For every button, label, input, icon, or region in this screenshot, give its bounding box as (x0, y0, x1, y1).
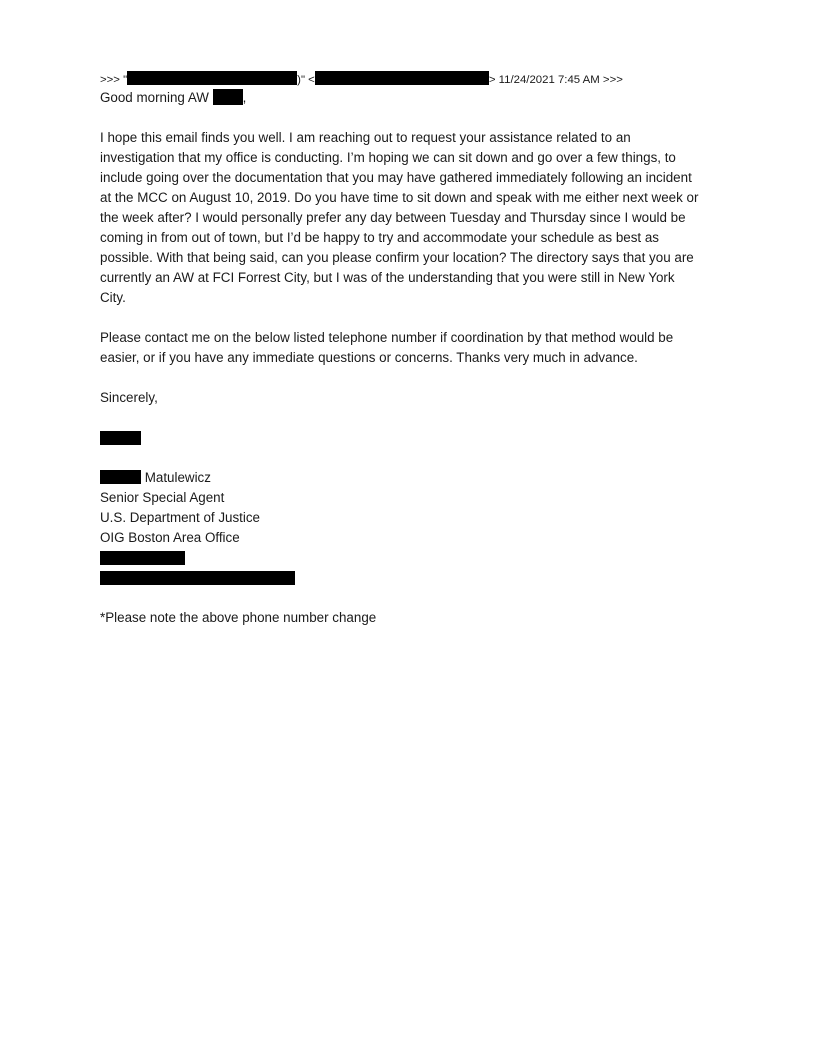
body-line: easier, or if you have any immediate questions or concerns. Thanks very much in advance. (100, 350, 638, 365)
closing: Sincerely, (100, 390, 158, 405)
redacted-email-address (100, 571, 295, 585)
body-line: at the MCC on August 10, 2019. Do you have time to sit down and speak with me either next week or (100, 190, 699, 205)
signature-surname: Matulewicz (141, 470, 211, 485)
phone-change-note: *Please note the above phone number change (100, 610, 377, 625)
redacted-sender-name (127, 71, 297, 85)
header-middle: )" < (297, 74, 315, 86)
redacted-signature-name (100, 431, 141, 445)
signature-name (100, 468, 211, 488)
body-line: City. (100, 290, 126, 305)
body-line: possible. With that being said, can you please confirm your location? The directory says that you are (100, 250, 694, 265)
body-line: Please contact me on the below listed telephone number if coordination by that method would be (100, 330, 674, 345)
greeting-text: Good morning AW (100, 90, 213, 105)
redacted-phone-number (100, 551, 185, 565)
header-prefix: >>> " (100, 74, 128, 86)
signature-office: OIG Boston Area Office (100, 530, 240, 545)
body-line: coming in from out of town, but I’d be happy to try and accommodate your schedule as best as (100, 230, 659, 245)
email-header (100, 70, 623, 90)
greeting (100, 88, 246, 108)
redacted-recipient-name (213, 89, 243, 105)
signature-department: U.S. Department of Justice (100, 510, 261, 525)
signature-title: Senior Special Agent (100, 490, 225, 505)
body-line: investigation that my office is conducting. I’m hoping we can sit down and go over a few things, to (100, 150, 676, 165)
body-line: include going over the documentation that you may have gathered immediately following an incident (100, 170, 692, 185)
body-line: the week after? I would personally prefer any day between Tuesday and Thursday since I would be (100, 210, 686, 225)
greeting-trail: , (242, 90, 247, 105)
redacted-first-name (100, 470, 141, 484)
body-line: currently an AW at FCI Forrest City, but I was of the understanding that you were still in New York (100, 270, 675, 285)
redacted-sender-email (315, 71, 489, 85)
body-line: I hope this email finds you well. I am reaching out to request your assistance related to an (100, 130, 631, 145)
header-suffix: > 11/24/2021 7:45 AM >>> (488, 74, 623, 86)
